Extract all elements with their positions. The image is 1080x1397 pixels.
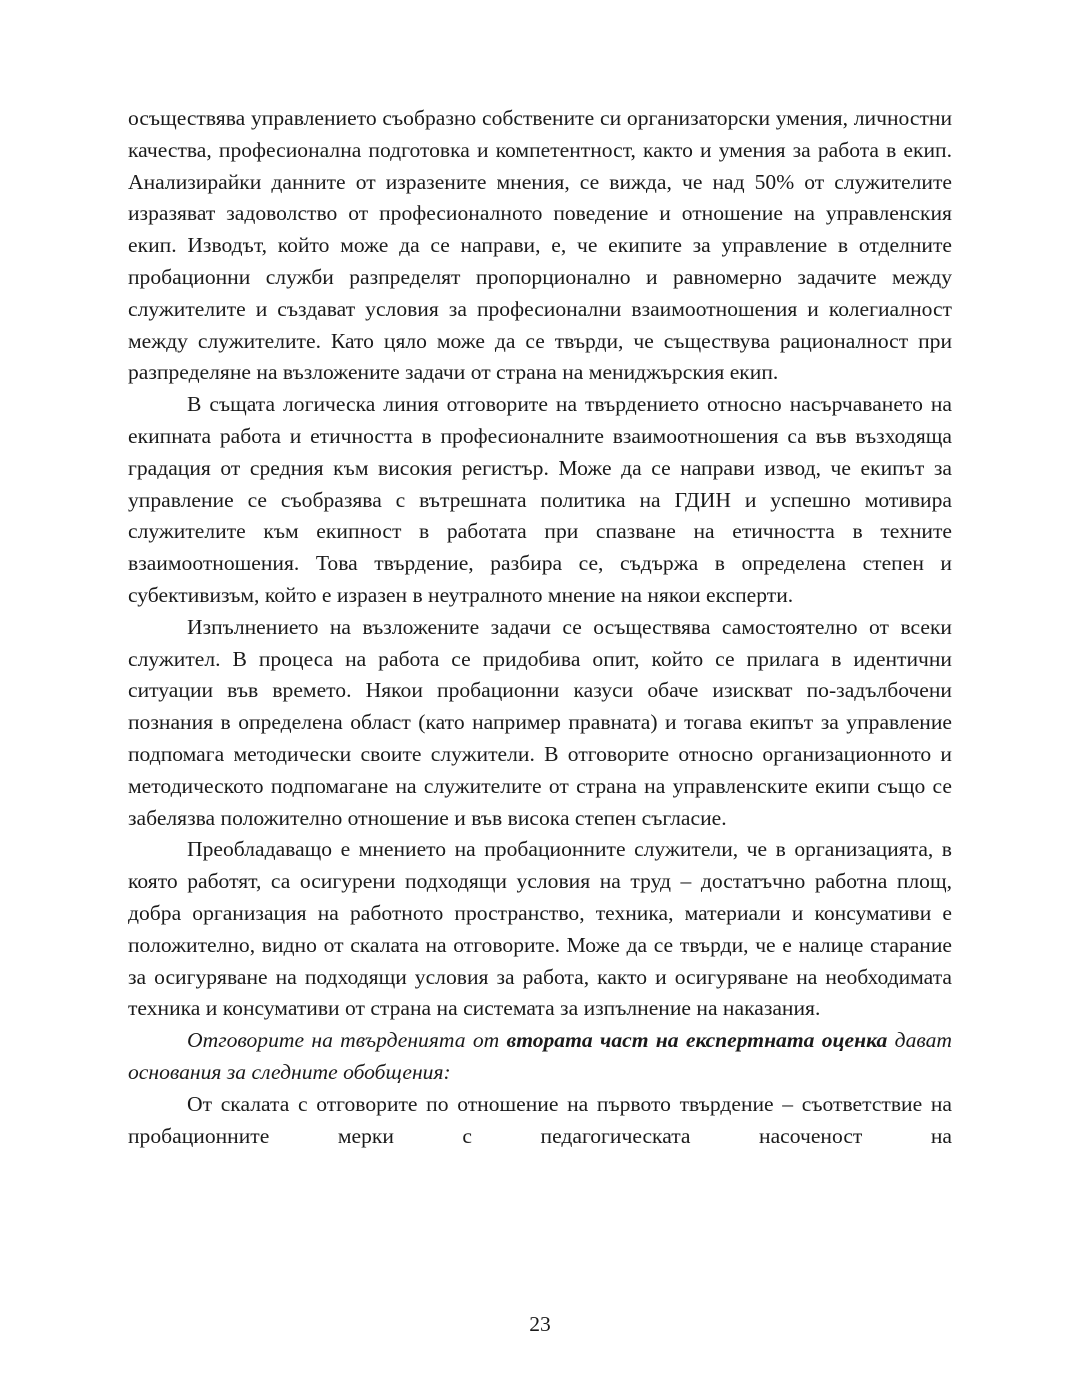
paragraph-5-bold-phrase [507,1028,888,1052]
paragraph-1: осъществява управлението съобразно собствените си организаторски умения, личностни качества, професионална подготовка и компетентност, както и умения за работа в екип. Анализирайки данните от изразените мнения, се вижда, че над 50% от служителите изразяват задоволство от професионалното поведение и отношение на управленския екип. Изводът, който може да се направи, е, че екипите за управление в отделните пробационни служби разпределят пропорционално и равномерно задачите между служителите и създават условия за професионални взаимоотношения и колегиалност между служителите. Като цяло може да се твърди, че съществува рационалност при разпределяне на възложените задачи от страна на мениджърския екип. [128,106,952,385]
paragraph-2: В същата логическа линия отговорите на твърдението относно насърчаването на екипната работа и етичността в професионалните взаимоотношения са във възходяща градация от средния към високия регистър. Може да се направи извод, че екипът за управление се съобразява с вътрешната политика на ГДИН и успешно мотивира служителите към екипност в работата при спазване на етичността в техните взаимоотношения. Това твърдение, разбира се, съдържа в определена степен и субективизъм, който е изразен в неутралното мнение на някои експерти. [128,392,952,607]
paragraph-3: Изпълнението на възложените задачи се осъществява самостоятелно от всеки служител. В процеса на работа се придобива опит, който се прилага в идентични ситуации във времето. Някои пробационни казуси обаче изискват по-задълбочени познания в определена област (като например правната) и тогава екипът за управление подпомага методически своите служители. В отговорите относно организационното и методическото подпомагане на служителите от страна на управленските екипи също се забелязва положително отношение и във висока степен съгласие. [128,614,952,830]
paragraph-4: Преобладаващо е мнението на пробационните служители, че в организацията, в която работят, са осигурени подходящи условия на труд – достатъчно работна площ, добра организация на работното пространство, техника, материали и консумативи е положително, видно от скалата на отговорите. Може да се твърди, че е налице старание за осигуряване на подходящи условия за работа, както и осигуряване на необходимата техника и консумативи от страна на системата за изпълнение на наказания. [128,837,952,1021]
page-number: 23 [529,1312,551,1336]
paragraph-5-italic-lead: Отговорите на твърденията от [187,1028,507,1053]
paragraph-6: От скалата с отговорите по отношение на първото твърдение – съответствие на пробационните мерки с педагогическата насоченост на [128,1091,952,1148]
body-text [128,103,952,1152]
paragraph-5-bold-italic: втората част на експертната оценка [506,1028,888,1053]
paragraph-5-summary-intro [128,1025,952,1089]
paragraph-5-italic-tail: дават основания за следните обобщения: [128,1028,952,1084]
